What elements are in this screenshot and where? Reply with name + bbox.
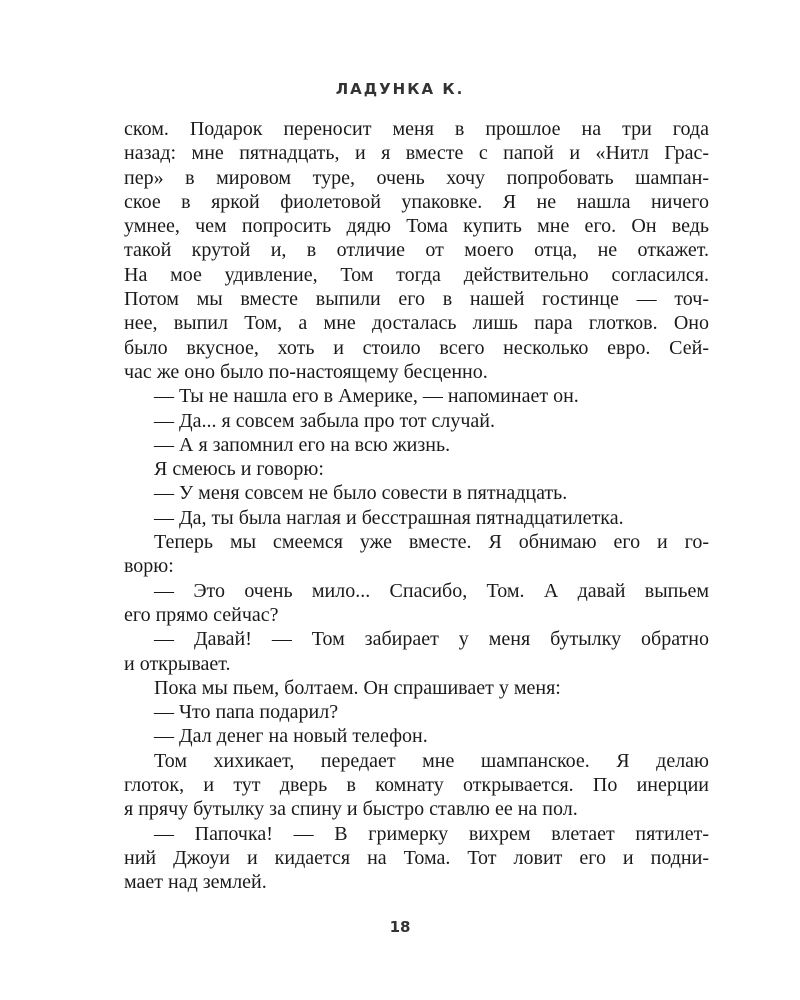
text-line: ском. Подарок переносит меня в прошлое на три года	[124, 118, 709, 140]
text-line: глоток, и тут дверь в комнату открывается. По инерции	[124, 774, 709, 797]
text-line: — У меня совсем не было совести в пятнадцать.	[154, 482, 568, 505]
text-line: пер» в мировом туре, очень хочу попробовать шампан-	[124, 166, 709, 189]
text-line: — Папочка! — В гримерку вихрем влетает пятилет-	[154, 822, 709, 845]
text-line: — Это очень мило... Спасибо, Том. А давай выпьем	[154, 579, 709, 602]
text-line: я прячу бутылку за спину и быстро ставлю ее на пол.	[124, 798, 578, 821]
text-line: — Да, ты была наглая и бесстрашная пятнадцатилетка.	[154, 506, 624, 529]
text-line: — Давай! — Том забирает у меня бутылку обратно	[154, 628, 709, 651]
text-line: умнее, чем попросить дядю Тома купить мне его. Он ведь	[124, 215, 709, 238]
text-line: нее, выпил Том, а мне досталась лишь пара глотков. Оно	[124, 312, 709, 335]
text-line: — А я запомнил его на всю жизнь.	[154, 433, 451, 456]
text-line: — Ты не нашла его в Америке, — напоминает он.	[154, 385, 579, 408]
text-line: На мое удивление, Том тогда действительно согласился.	[124, 263, 709, 286]
text-line: — Дал денег на новый телефон.	[154, 725, 428, 748]
text-line: Теперь мы смеемся уже вместе. Я обнимаю его и го-	[154, 531, 709, 554]
text-line: — Да... я совсем забыла про тот случай.	[154, 409, 495, 432]
text-line: час же оно было по-настоящему бесценно.	[124, 360, 488, 383]
body-text	[124, 117, 709, 895]
text-line: — Что папа подарил?	[154, 701, 339, 724]
text-line: ворю:	[124, 555, 174, 578]
text-line: было вкусное, хоть и стоило всего несколько евро. Сей-	[124, 336, 709, 359]
text-line: его прямо сейчас?	[124, 603, 279, 626]
text-line: Пока мы пьем, болтаем. Он спрашивает у меня:	[154, 676, 561, 699]
text-line: Потом мы вместе выпили его в нашей гостинце — точ-	[124, 288, 709, 311]
text-line: Я смеюсь и говорю:	[154, 458, 324, 481]
running-header: ЛАДУНКА К.	[335, 80, 465, 98]
text-line: ское в яркой фиолетовой упаковке. Я не нашла ничего	[124, 190, 709, 213]
page-number: 18	[389, 918, 411, 936]
text-line: ний Джоуи и кидается на Тома. Тот ловит его и подни-	[124, 846, 709, 869]
text-line: Том хихикает, передает мне шампанское. Я делаю	[154, 749, 709, 772]
text-line: назад: мне пятнадцать, и я вместе с папой и «Нитл Грас-	[124, 142, 709, 165]
text-line: мает над землей.	[124, 871, 267, 894]
text-line: и открывает.	[124, 652, 231, 675]
text-line: такой крутой и, в отличие от моего отца, не откажет.	[124, 239, 709, 262]
